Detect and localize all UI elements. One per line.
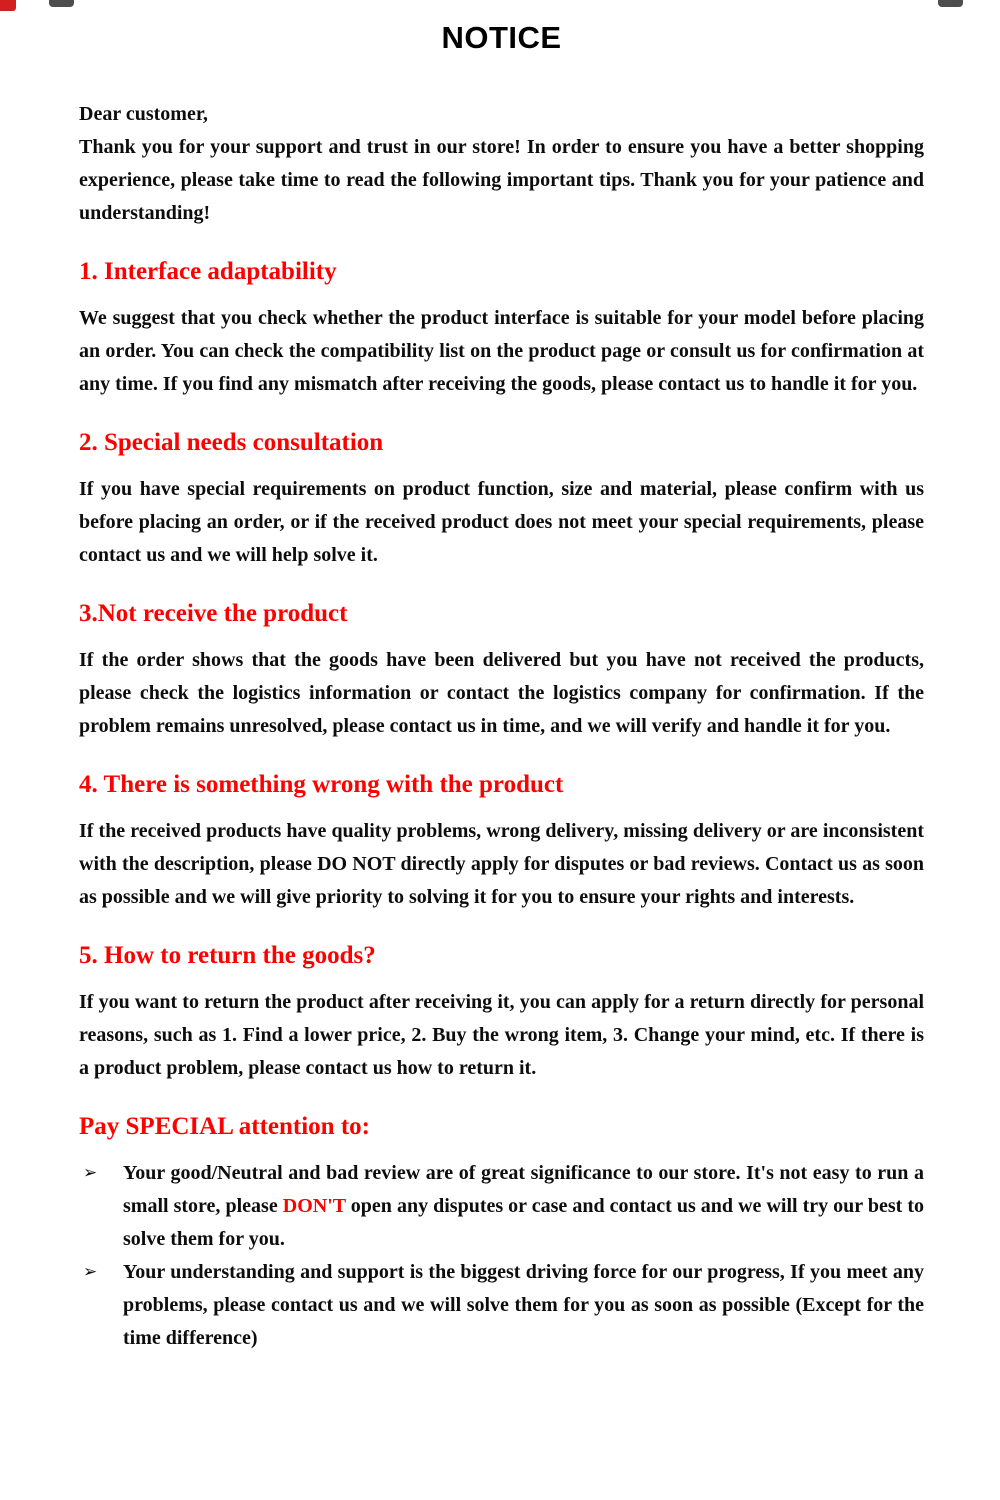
list-item [83,1256,924,1355]
bullet-text-pre: Your good/Neutral and bad review are of great significance to our store. It's not easy to run a small store, please [123,1162,924,1217]
section-5-heading: 5. How to return the goods? [79,942,376,969]
corner-artifact-left [49,0,74,7]
page-title: NOTICE [441,20,562,55]
section-3-body: If the order shows that the goods have been delivered but you have not received the products, please check the logistics information or contact the logistics company for confirmation. If the problem remains unresolved, please contact us in time, and we will verify and handle it for you. [79,649,924,737]
section-4-heading: 4. There is something wrong with the product [79,771,564,798]
section-5-body: If you want to return the product after receiving it, you can apply for a return directly for personal reasons, such as 1. Find a lower price, 2. Buy the wrong item, 3. Change your mind, etc. If there is a product problem, please contact us how to return it. [79,991,924,1079]
list-item [83,1157,924,1256]
section-4-body: If the received products have quality problems, wrong delivery, missing delivery or are inconsistent with the description, please DO NOT directly apply for disputes or bad reviews. Contact us as soon as possible and we will give priority to solving it for you to ensure your rights and interests. [79,820,924,908]
arrow-bullet-icon: ➢ [83,1262,98,1282]
special-attention-heading: Pay SPECIAL attention to: [79,1113,370,1140]
corner-artifact-red [0,0,16,11]
salutation: Dear customer, [79,103,208,125]
section-return-goods [79,941,924,1085]
section-1-body: We suggest that you check whether the product interface is suitable for your model before placing an order. You can check the compatibility list on the product page or consult us for confirmation at any time. If you find any mismatch after receiving the goods, please contact us to handle it for you. [79,307,924,395]
intro-paragraph: Thank you for your support and trust in our store! In order to ensure you have a better shopping experience, please take time to read the following important tips. Thank you for your patience and understanding! [79,136,924,224]
bullet-text-pre: Your understanding and support is the biggest driving force for our progress, If you meet any problems, please contact us and we will solve them for you as soon as possible (Except for the time difference) [123,1261,924,1349]
section-not-receive [79,599,924,743]
section-something-wrong [79,770,924,914]
section-2-heading: 2. Special needs consultation [79,429,384,456]
arrow-bullet-icon: ➢ [83,1163,98,1183]
bullet-text [123,1256,924,1355]
bullet-text [123,1157,924,1256]
section-1-heading: 1. Interface adaptability [79,258,337,285]
bullet-text-post: open any disputes or case and contact us and we will try our best to solve them for you. [123,1195,925,1250]
bullet-text-highlight: DON'T [282,1195,346,1217]
section-interface-adaptability [79,257,924,401]
section-special-needs [79,428,924,572]
section-2-body: If you have special requirements on product function, size and material, please confirm with us before placing an order, or if the received product does not meet your special requirements, please contact us and we will help solve it. [79,478,924,566]
corner-artifact-right [938,0,963,7]
section-3-heading: 3.Not receive the product [79,600,348,627]
special-attention-list [79,1157,924,1355]
